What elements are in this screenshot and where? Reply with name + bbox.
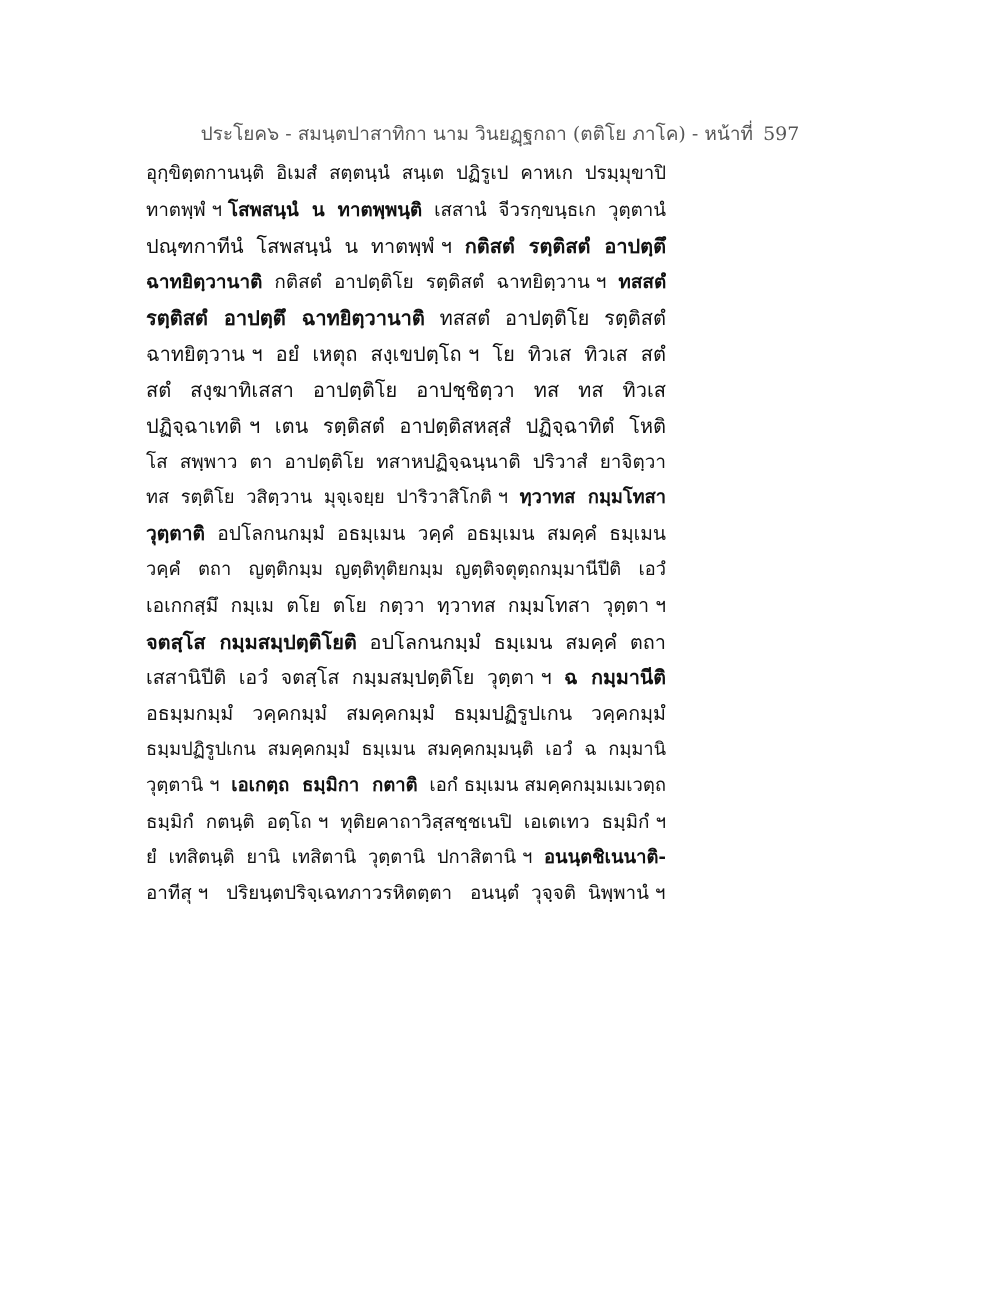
- text-line: [146, 300, 666, 336]
- text-line: [146, 660, 666, 696]
- page-header: [0, 119, 1000, 149]
- text-segment: ฉาทยิตฺวาน ฯ อยํ เหตุถ สงฺเขปตฺโถ ฯ โย ทิวเส ทิวเส สตํ: [146, 342, 666, 366]
- text-line: [146, 624, 666, 660]
- bold-term: เอเกตฺถ ธมฺมิกา กตาติ: [231, 775, 418, 796]
- text-line: [146, 588, 666, 624]
- bold-term: โสพสนฺนํ น ทาตพฺพนฺติ: [228, 199, 423, 221]
- text-segment: เอเกกสฺมึ กมฺเม ตโย ตโย กตฺวา ทฺวาทส กมฺมโทสา วุตฺตา ฯ: [146, 594, 666, 617]
- text-segment: ทาตพฺพํ ฯ: [146, 200, 229, 221]
- text-line: [146, 516, 666, 552]
- text-line: [146, 444, 666, 480]
- text-line: [146, 408, 666, 444]
- text-line: [146, 156, 666, 192]
- text-line: [146, 768, 666, 804]
- text-segment: วุตฺตานิ ฯ: [146, 775, 232, 796]
- text-line: [146, 336, 666, 372]
- text-segment: ธมฺมปฏิรูปเกน สมคฺคกมฺมํ ธมฺเมน สมคฺคกมฺมนฺติ เอวํ ฉ กมฺมานิ: [146, 739, 666, 760]
- bold-term: ทสสตํ: [618, 271, 667, 293]
- text-segment: ยํ เทสิตนฺติ ยานิ เทสิตานิ วุตฺตานิ ปกาสิตานิ ฯ: [146, 847, 544, 868]
- text-segment: อาทีสุ ฯ ปริยนฺตปริจฺเฉทภาวรหิตตฺตา อนนฺตํ วุจฺจติ นิพฺพานํ ฯ: [146, 883, 666, 904]
- text-segment: ปณฺฑกาทีนํ โสพสนฺนํ น ทาตพฺพํ ฯ: [146, 235, 465, 258]
- bold-term: กติสตํ รตฺติสตํ อาปตฺตึ: [464, 234, 667, 258]
- bold-term: อนนฺตชิเนนาติ-: [544, 847, 667, 868]
- text-line: [146, 804, 666, 840]
- text-segment: ทส รตฺติโย วสิตฺวาน มุจฺเจยฺย ปาริวาสิโกติ ฯ: [146, 487, 520, 508]
- page-header-title: ประโยค๖ - สมนฺตปาสาทิกา นาม วินยฏฺฐกถา (ตติโย ภาโค) - หน้าที่: [200, 123, 754, 145]
- text-line: [146, 372, 666, 408]
- bold-term: ฉ กมฺมานีติ: [564, 666, 666, 689]
- text-segment: เสสานิปีติ เอวํ จตสฺโส กมฺมสมฺปตฺติโย วุตฺตา ฯ: [146, 666, 565, 689]
- bold-term: รตฺติสตํ อาปตฺตึ ฉาทยิตฺวานาติ: [146, 306, 425, 330]
- text-segment: โส สพฺพาว ตา อาปตฺติโย ทสาหปฏิจฺฉนฺนาติ ปริวาสํ ยาจิตฺวา: [146, 451, 666, 473]
- text-line: [146, 696, 666, 732]
- text-line: [146, 552, 666, 588]
- bold-term: จตสฺโส กมฺมสมฺปตฺติโยติ: [146, 630, 357, 654]
- body-text: [146, 156, 666, 912]
- text-line: [146, 480, 666, 516]
- bold-term: วุตฺตาติ: [146, 522, 205, 545]
- bold-term: ฉาทยิตฺวานาติ: [146, 271, 263, 293]
- bold-term: ทฺวาทส กมฺมโทสา: [519, 487, 666, 508]
- text-segment: อปโลกนกมฺมํ ธมฺเมน สมคฺคํ ตถา: [356, 631, 666, 654]
- text-line: [146, 840, 666, 876]
- text-segment: เสสานํ จีวรกฺขนฺธเก วุตฺตานํ: [422, 200, 666, 221]
- text-segment: อปโลกนกมฺมํ อธมฺเมน วคฺคํ อธมฺเมน สมคฺคํ ธมฺเมน: [204, 522, 666, 545]
- text-segment: อธมฺมกมฺมํ วคฺคกมฺมํ สมคฺคกมฺมํ ธมฺมปฏิรูปเกน วคฺคกมฺมํ: [146, 702, 666, 725]
- text-segment: วคฺคํ ตถา ญตฺติกมฺม ญตฺติทุติยกมฺม ญตฺติจตุตฺถกมฺมานีปีติ เอวํ: [146, 559, 666, 580]
- text-segment: ธมฺมิกํ กตนฺติ อตฺโถ ฯ ทุติยคาถาวิสฺสชฺชเนปิ เอเตเทว ธมฺมิกํ ฯ: [146, 811, 667, 833]
- text-line: [146, 264, 666, 300]
- page-number: 597: [763, 123, 800, 145]
- text-line: [146, 228, 666, 264]
- text-line: [146, 192, 666, 228]
- text-line: [146, 732, 666, 768]
- text-segment: ทสสตํ อาปตฺติโย รตฺติสตํ: [424, 306, 666, 330]
- text-segment: กติสตํ อาปตฺติโย รตฺติสตํ ฉาทยิตฺวาน ฯ: [262, 271, 619, 293]
- text-segment: อุกฺขิตฺตกานนฺติ อิเมสํ สตฺตนฺนํ สนฺเต ปฏิรูเป คาหเก ปรมฺมุขาปิ: [146, 163, 666, 184]
- text-segment: เอกํ ธมฺเมน สมคฺคกมฺมเมเวตฺถ: [417, 775, 666, 796]
- text-segment: ปฏิจฺฉาเทติ ฯ เตน รตฺติสตํ อาปตฺติสหสฺสํ ปฏิจฺฉาทิตํ โหติ: [146, 414, 666, 438]
- text-line: [146, 876, 666, 912]
- text-segment: สตํ สงฺฆาทิเสสา อาปตฺติโย อาปชฺชิตฺวา ทส ทส ทิวเส: [146, 378, 666, 402]
